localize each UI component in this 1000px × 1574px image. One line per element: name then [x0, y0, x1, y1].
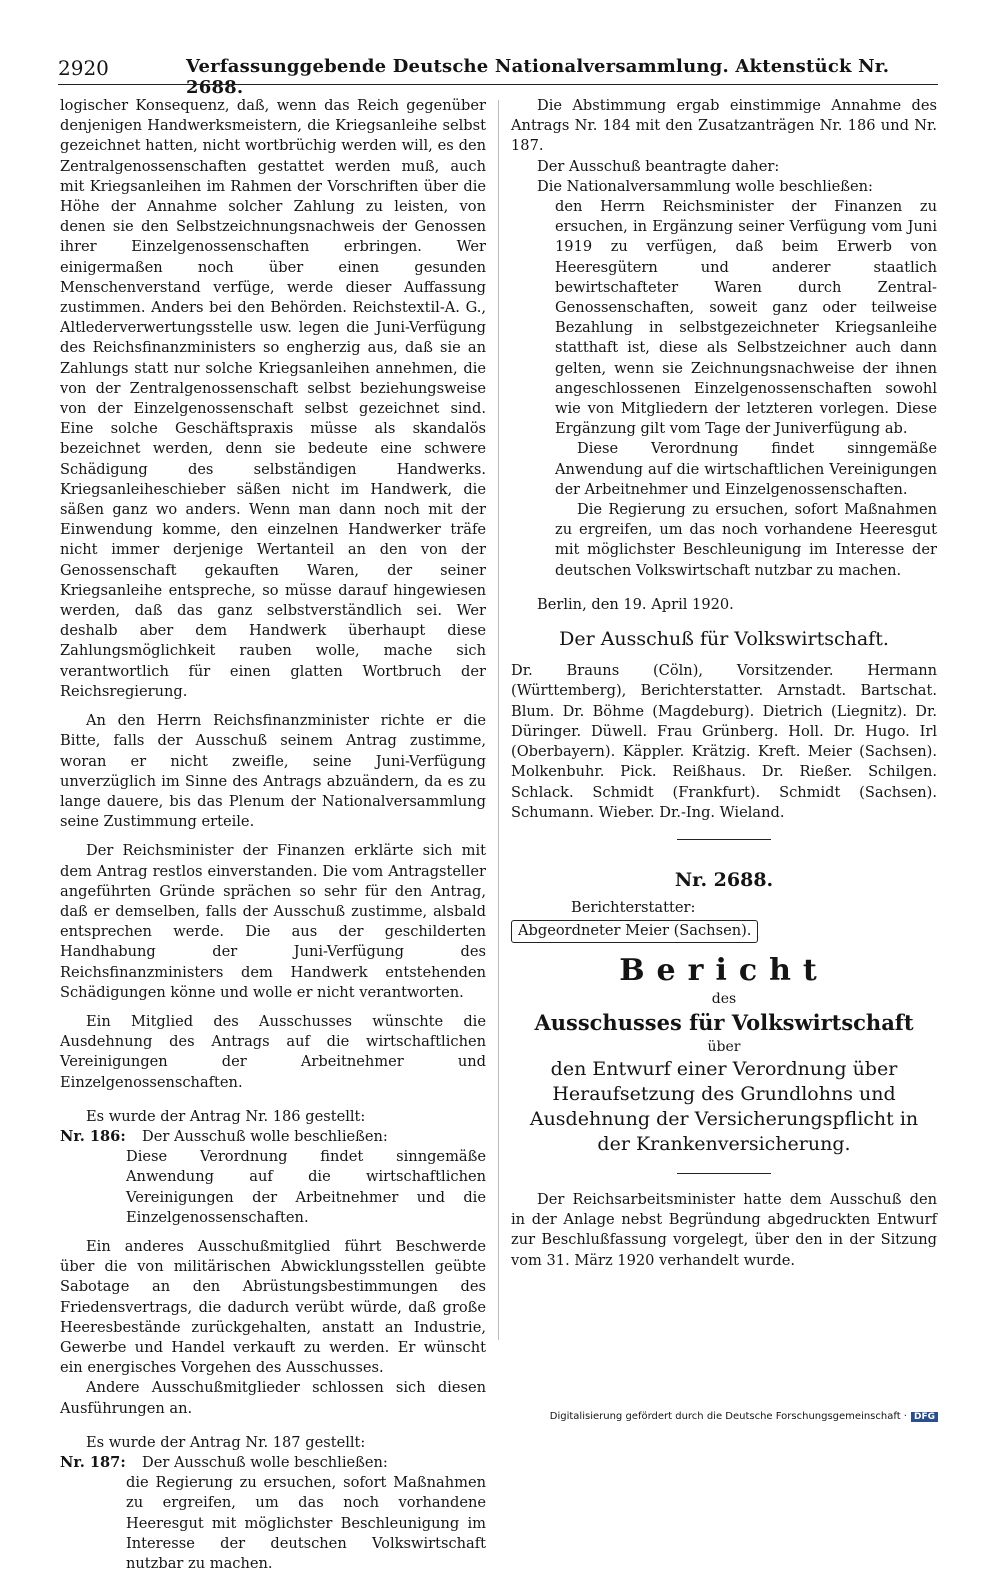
- report-subject: den Entwurf einer Verordnung über Heraufsetzung des Grundlohns und Ausdehnung der Versicherungspflicht in der Krankenversicherung.: [529, 1057, 919, 1155]
- motion-intro: Es wurde der Antrag Nr. 187 gestellt:: [86, 1433, 366, 1451]
- running-title: Verfassunggebende Deutsche Nationalversammlung. Aktenstück Nr. 2688.: [186, 56, 890, 98]
- motion-intro-text: Der Ausschuß wolle beschließen:: [142, 1454, 388, 1471]
- motion-186: [60, 1127, 486, 1147]
- paragraph: Die Nationalversammlung wolle beschließen:: [537, 177, 873, 195]
- left-column: [60, 96, 486, 1574]
- paragraph: Der Reichsarbeitsminister hatte dem Ausschuß den in der Anlage nebst Begründung abgedruckten Entwurf zur Beschlußfassung vorgelegt, über den in der Sitzung vom 31. März 1920 verhandelt wurde.: [511, 1190, 937, 1269]
- dateline: Berlin, den 19. April 1920.: [537, 595, 734, 613]
- motion-intro: Es wurde der Antrag Nr. 186 gestellt:: [86, 1107, 366, 1125]
- paragraph: Ein Mitglied des Ausschusses wünschte die Ausdehnung des Antrags auf die wirtschaftlichen Vereinigungen der Arbeitnehmer und Einzelgenossenschaften.: [60, 1012, 486, 1091]
- motion-187: [60, 1453, 486, 1473]
- report-ueber: über: [707, 1038, 741, 1055]
- separator-rule: [677, 839, 771, 840]
- rapporteur-name: Abgeordneter Meier (Sachsen).: [511, 920, 758, 942]
- paragraph: An den Herrn Reichsfinanzminister richte er die Bitte, falls der Ausschuß seinem Antrag zustimme, woran er nicht zweifle, seine Juni-Verfügung unverzüglich im Sinne des Antrags abzuändern, da es zu lange dauere, bis das Plenum der Nationalversammlung seine Zustimmung erteile.: [60, 712, 486, 831]
- paragraph: logischer Konsequenz, daß, wenn das Reich gegenüber denjenigen Handwerksmeistern, die Kriegsanleihe selbst gezeichnet hatten, nicht wortbrüchig werden will, es den Zentralgenossenschaften gestattet werden muß, auch mit Kriegsanleihen im Rahmen der Vorschriften über die Höhe der Annahme solcher Zahlung zu leisten, von denen sie den Selbstzeichnungsnachweis der Genossen ihrer Einzelgenossenschaften erbringen. Wer einigermaßen noch über einen gesunden Menschenverstand verfüge, werde dieser Auffassung zustimmen. Anders bei den Behörden. Reichstextil-A. G., Altlederverwertungsstelle usw. legen die Juni-Verfügung des Reichsfinanzministers so engherzig aus, daß sie an Zahlungs statt nur solche Kriegsanleihen annehmen, die von der Zentralgenossenschaft selbst beziehungsweise von der Einzelgenossenschaft selbst gezeichnet sind. Eine solche Geschäftspraxis müsse als skandalös bezeichnet werden, denn sie bedeute eine schwere Schädigung des selbständigen Handwerks. Kriegsanleiheschieber säßen nicht im Handwerk, die säßen ganz wo anders. Wenn man dann noch mit der Einwendung komme, den einzelnen Handwerker träfe nicht immer derjenige Wertanteil an den von der Genossenschaft gekauften Waren, der seiner Kriegsanleihe entspreche, so müsse darauf hingewiesen werden, daß das ganz selbstverständlich sei. Wer deshalb aber dem Handwerk überhaupt diese Zahlungsmöglichkeit rauben wolle, mache sich verantwortlich für einen glatten Wortbruch der Reichsregierung.: [60, 97, 486, 700]
- motion-text: die Regierung zu ersuchen, sofort Maßnahmen zu ergreifen, um das noch vorhandene Heeresgut mit möglichster Beschleunigung im Interesse der deutschen Volkswirtschaft nutzbar zu machen.: [126, 1474, 486, 1573]
- page-header: [58, 52, 938, 98]
- rapporteur-label: Berichterstatter:: [571, 899, 696, 917]
- page-number: 2920: [58, 56, 109, 80]
- right-column: [511, 96, 937, 1271]
- dfg-logo: DFG: [911, 1412, 938, 1422]
- report-des: des: [711, 990, 737, 1007]
- resolution-text: Die Regierung zu ersuchen, sofort Maßnahmen zu ergreifen, um das noch vorhandene Heeresgut mit möglichster Beschleunigung im Interesse der deutschen Volkswirtschaft nutzbar zu machen.: [555, 501, 937, 579]
- paragraph: Der Reichsminister der Finanzen erklärte sich mit dem Antrag restlos einverstanden. Die vom Antragsteller angeführten Gründe sprächen so sehr für den Antrag, daß er demselben, falls der Ausschuß zustimme, alsbald entsprechen werde. Die aus der geschilderten Handhabung der Juni-Verfügung des Reichsfinanzministers dem Handwerk entstehenden Schädigungen könne und wolle er nicht verantworten.: [60, 842, 486, 1001]
- separator-rule: [677, 1173, 771, 1174]
- report-heading: Bericht: [619, 952, 829, 988]
- digitization-credit: [550, 1411, 938, 1422]
- paragraph: Andere Ausschußmitglieder schlossen sich diesen Ausführungen an.: [60, 1379, 486, 1417]
- document-number: Nr. 2688.: [674, 868, 774, 891]
- paragraph: Ein anderes Ausschußmitglied führt Beschwerde über die von militärischen Abwicklungsstellen geübte Sabotage an den Abrüstungsbestimmungen des Friedensvertrags, die dadurch verübt würde, daß große Heeresbestände zurückgehalten, anstatt an Industrie, Gewerbe und Handel verkauft zu werden. Er wünscht ein energisches Vorgehen des Ausschusses.: [60, 1237, 486, 1377]
- motion-label: Nr. 186:: [60, 1127, 126, 1145]
- motion-intro-text: Der Ausschuß wolle beschließen:: [142, 1127, 388, 1145]
- paragraph: Die Abstimmung ergab einstimmige Annahme des Antrags Nr. 184 mit den Zusatzanträgen Nr. 186 und Nr. 187.: [511, 97, 937, 155]
- resolution-text: Diese Verordnung findet sinngemäße Anwendung auf die wirtschaftlichen Vereinigungen der Arbeitnehmer und Einzelgenossenschaften.: [555, 440, 937, 498]
- credit-text: Digitalisierung gefördert durch die Deutsche Forschungsgemeinschaft ·: [549, 1411, 907, 1422]
- header-rule: [58, 84, 938, 85]
- resolution-text: den Herrn Reichsminister der Finanzen zu ersuchen, in Ergänzung seiner Verfügung vom Juni 1919 zu verfügen, daß beim Erwerb von Heeresgütern und anderer staatlich bewirtschafteter Waren durch Zentral-Genossenschaften, soweit ganz oder teilweise Bezahlung in selbstgezeichneter Kriegsanleihe statthaft ist, diese als Selbstzeichner auch dann gelten, wenn sie Zeichnungsnachweise der ihnen angeschlossenen Einzelgenossenschaften sowohl wie von Mitgliedern der letzteren vorlegen. Diese Ergänzung gilt vom Tage der Juniverfügung ab.: [555, 198, 937, 438]
- report-committee: Ausschusses für Volkswirtschaft: [534, 1009, 914, 1035]
- motion-label: Nr. 187:: [60, 1454, 126, 1471]
- column-divider: [498, 100, 499, 1340]
- committee-signature-title: Der Ausschuß für Volkswirtschaft.: [559, 628, 889, 651]
- committee-members: Dr. Brauns (Cöln), Vorsitzender. Hermann (Württemberg), Berichterstatter. Arnstadt. Bartschat. Blum. Dr. Böhme (Magdeburg). Dietrich (Liegnitz). Dr. Düringer. Düwell. Frau Grünberg. Holl. Dr. Hugo. Irl (Oberbayern). Käppler. Krätzig. Kreft. Meier (Sachsen). Molkenbuhr. Pick. Reißhaus. Dr. Rießer. Schilgen. Schlack. Schmidt (Frankfurt). Schmidt (Sachsen). Schumann. Wieber. Dr.-Ing. Wieland.: [511, 662, 937, 821]
- paragraph: Der Ausschuß beantragte daher:: [537, 157, 780, 175]
- motion-text: Diese Verordnung findet sinngemäße Anwendung auf die wirtschaftlichen Vereinigungen der Arbeitnehmer und die Einzelgenossenschaften.: [126, 1148, 486, 1226]
